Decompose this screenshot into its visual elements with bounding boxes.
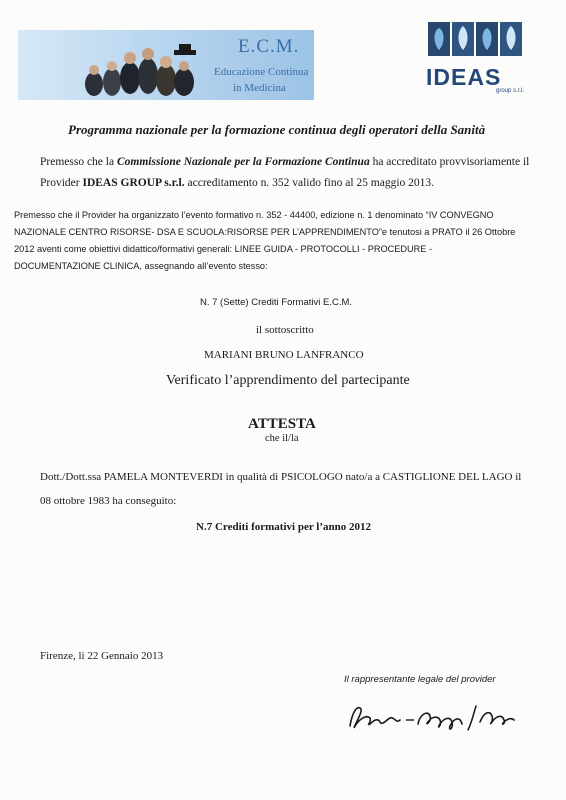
event-paragraph-line-2: NAZIONALE CENTRO RISORSE- DSA E SCUOLA:RISORSE PER L’APPRENDIMENTO”e tenutosi a PRATO il 26 Ottobre <box>14 227 516 237</box>
credits-year: N.7 Crediti formativi per l’anno 2012 <box>196 521 371 533</box>
event-paragraph-line-4: DOCUMENTAZIONE CLINICA, assegnando all’evento stesso: <box>14 261 268 271</box>
ecm-subtitle-2: in Medicina <box>233 82 286 94</box>
premise-line-1: Premesso che la Commissione Nazionale per la Formazione Continua ha accreditato provvisoriamente il <box>40 156 530 168</box>
ecm-title: E.C.M. <box>238 36 300 57</box>
ideas-logo-subtext: group s.r.l. <box>496 88 525 94</box>
ecm-subtitle: Educazione Continua <box>214 66 309 78</box>
ideas-logo-text: IDEAS <box>426 64 502 90</box>
event-paragraph-line-1: Premesso che il Provider ha organizzato l’evento formativo n. 352 - 44400, edizione n. 1 denominato “IV CONVEGNO <box>14 210 494 220</box>
verification-text: Verificato l’apprendimento del partecipante <box>166 373 410 388</box>
that-label: che il/la <box>265 433 299 444</box>
undersigned-name: MARIANI BRUNO LANFRANCO <box>204 349 364 361</box>
group-photo-image <box>80 36 204 98</box>
signature-image <box>344 696 519 738</box>
participant-line-1: Dott./Dott.ssa PAMELA MONTEVERDI in qualità di PSICOLOGO nato/a a CASTIGLIONE DEL LAGO il <box>40 471 522 483</box>
representative-label: Il rappresentante legale del provider <box>344 674 496 685</box>
credits-line: N. 7 (Sette) Crediti Formativi E.C.M. <box>200 297 353 308</box>
ecm-banner <box>18 30 314 100</box>
event-paragraph-line-3: 2012 aventi come obiettivi didattico/formativi generali: LINEE GUIDA - PROTOCOLLI - PROCEDURE - <box>14 244 433 254</box>
document-heading: Programma nazionale per la formazione continua degli operatori della Sanità <box>68 122 486 137</box>
participant-line-2: 08 ottobre 1983 ha conseguito: <box>40 495 177 507</box>
attests-heading: ATTESTA <box>248 416 316 432</box>
undersigned-label: il sottoscritto <box>256 324 314 336</box>
premise-line-2: Provider IDEAS GROUP s.r.l. accreditamento n. 352 valido fino al 25 maggio 2013. <box>40 177 435 189</box>
place-date: Firenze, li 22 Gennaio 2013 <box>40 650 164 662</box>
